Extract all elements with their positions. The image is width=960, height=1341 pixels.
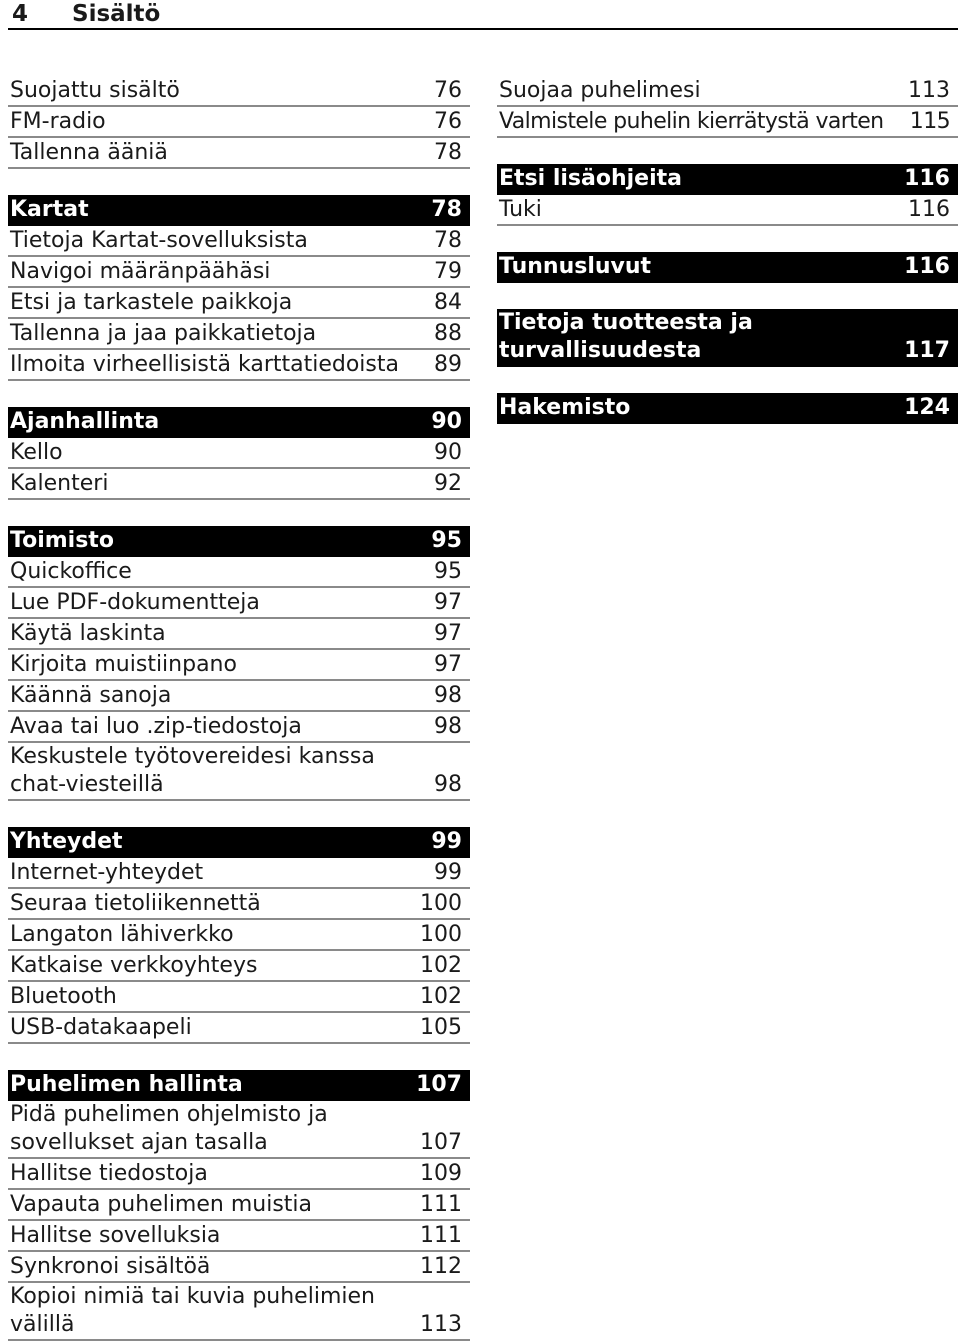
heading-page: 90 bbox=[431, 409, 462, 434]
toc-entry[interactable] bbox=[8, 650, 470, 681]
heading-title: Kartat bbox=[10, 197, 89, 222]
entry-page: 115 bbox=[909, 109, 950, 134]
entry-page: 90 bbox=[434, 440, 462, 465]
section-heading[interactable] bbox=[8, 1070, 470, 1101]
entry-title: Pidä puhelimen ohjelmisto ja sovellukset ajan tasalla bbox=[10, 1102, 328, 1155]
entry-title: Lue PDF-dokumentteja bbox=[10, 590, 260, 615]
toc-section-toimisto bbox=[8, 526, 470, 801]
section-heading[interactable] bbox=[8, 407, 470, 438]
entry-page: 79 bbox=[434, 259, 462, 284]
toc-section-kartat bbox=[8, 195, 470, 381]
section-heading[interactable] bbox=[497, 393, 958, 424]
entry-page: 97 bbox=[434, 621, 462, 646]
toc-entry[interactable] bbox=[8, 1190, 470, 1221]
entry-title: Keskustele työtovereidesi kanssa chat-viesteillä bbox=[10, 744, 375, 797]
toc-entry[interactable] bbox=[8, 76, 470, 107]
toc-entry[interactable] bbox=[8, 588, 470, 619]
toc-entry[interactable] bbox=[8, 1101, 470, 1159]
heading-title: Toimisto bbox=[10, 528, 114, 553]
toc-entry[interactable] bbox=[497, 195, 958, 226]
entry-page: 102 bbox=[420, 984, 462, 1009]
heading-title: Etsi lisäohjeita bbox=[499, 166, 683, 191]
entry-page: 84 bbox=[434, 290, 462, 315]
entry-page: 76 bbox=[434, 78, 462, 103]
toc-entry[interactable] bbox=[8, 107, 470, 138]
page-title: Sisältö bbox=[72, 1, 161, 27]
entry-page: 112 bbox=[420, 1254, 462, 1279]
section-heading[interactable] bbox=[8, 195, 470, 226]
entry-page: 98 bbox=[434, 772, 462, 797]
section-heading[interactable] bbox=[497, 309, 958, 367]
toc-entry[interactable] bbox=[8, 951, 470, 982]
toc-entry[interactable] bbox=[8, 1013, 470, 1044]
entry-title: Langaton lähiverkko bbox=[10, 922, 234, 947]
entry-title: Käännä sanoja bbox=[10, 683, 172, 708]
entry-page: 100 bbox=[420, 891, 462, 916]
toc-section-ajanhallinta bbox=[8, 407, 470, 500]
entry-title: Tallenna ja jaa paikkatietoja bbox=[10, 321, 317, 346]
entry-title: Valmistele puhelin kierrätystä varten bbox=[499, 109, 884, 134]
entry-title: FM-radio bbox=[10, 109, 106, 134]
section-heading[interactable] bbox=[497, 164, 958, 195]
toc-entry[interactable] bbox=[8, 257, 470, 288]
entry-title: USB-datakaapeli bbox=[10, 1015, 192, 1040]
toc-entry[interactable] bbox=[8, 288, 470, 319]
section-heading[interactable] bbox=[8, 827, 470, 858]
toc-entry[interactable] bbox=[8, 1221, 470, 1252]
entry-title: Tallenna ääniä bbox=[10, 140, 168, 165]
toc-entry[interactable] bbox=[497, 107, 958, 138]
page-number: 4 bbox=[12, 1, 29, 27]
toc-entry[interactable] bbox=[8, 138, 470, 169]
toc-entry[interactable] bbox=[8, 743, 470, 801]
entry-title: Kirjoita muistiinpano bbox=[10, 652, 237, 677]
toc-section-yhteydet bbox=[8, 827, 470, 1044]
entry-page: 98 bbox=[434, 714, 462, 739]
entry-title: Synkronoi sisältöä bbox=[10, 1254, 211, 1279]
entry-page: 102 bbox=[420, 953, 462, 978]
entry-page: 116 bbox=[908, 197, 950, 222]
heading-page: 95 bbox=[431, 528, 462, 553]
entry-page: 88 bbox=[434, 321, 462, 346]
heading-title: Tunnusluvut bbox=[499, 254, 652, 279]
entry-title: Internet-yhteydet bbox=[10, 860, 204, 885]
entry-title: Kalenteri bbox=[10, 471, 109, 496]
heading-page: 116 bbox=[904, 254, 950, 279]
entry-title: Katkaise verkkoyhteys bbox=[10, 953, 258, 978]
entry-title: Suojaa puhelimesi bbox=[499, 78, 701, 103]
page-header bbox=[8, 0, 958, 30]
entry-page: 76 bbox=[434, 109, 462, 134]
entry-page: 97 bbox=[434, 590, 462, 615]
heading-page: 78 bbox=[431, 197, 462, 222]
toc-section-tietoja-tuotteesta bbox=[497, 309, 958, 367]
toc-entry[interactable] bbox=[8, 712, 470, 743]
entry-title: Kello bbox=[10, 440, 63, 465]
entry-page: 89 bbox=[434, 352, 462, 377]
toc-entry[interactable] bbox=[8, 469, 470, 500]
entry-page: 107 bbox=[420, 1130, 462, 1155]
toc-left-column bbox=[8, 76, 470, 1341]
toc-entry[interactable] bbox=[8, 319, 470, 350]
section-heading[interactable] bbox=[497, 252, 958, 283]
entry-title: Kopioi nimiä tai kuvia puhelimien välillä bbox=[10, 1284, 375, 1337]
entry-title: Ilmoita virheellisistä karttatiedoista bbox=[10, 352, 399, 377]
toc-section-puhelimen-hallinta bbox=[8, 1070, 470, 1341]
entry-title: Quickoffice bbox=[10, 559, 132, 584]
toc-entry[interactable] bbox=[8, 1283, 470, 1341]
toc-entry[interactable] bbox=[8, 982, 470, 1013]
entry-page: 111 bbox=[420, 1223, 462, 1248]
toc-entry[interactable] bbox=[8, 226, 470, 257]
entry-page: 113 bbox=[908, 78, 950, 103]
entry-title: Hallitse tiedostoja bbox=[10, 1161, 208, 1186]
toc-entry[interactable] bbox=[8, 619, 470, 650]
entry-page: 98 bbox=[434, 683, 462, 708]
entry-title: Tietoja Kartat-sovelluksista bbox=[10, 228, 308, 253]
toc-entry[interactable] bbox=[497, 76, 958, 107]
heading-title: Hakemisto bbox=[499, 395, 631, 420]
entry-page: 113 bbox=[420, 1312, 462, 1337]
heading-page: 116 bbox=[904, 166, 950, 191]
entry-page: 109 bbox=[420, 1161, 462, 1186]
toc-entry[interactable] bbox=[8, 681, 470, 712]
toc-entry[interactable] bbox=[8, 858, 470, 889]
heading-page: 107 bbox=[416, 1072, 462, 1097]
toc-right-column bbox=[497, 76, 958, 424]
toc-section-hakemisto bbox=[497, 393, 958, 424]
entry-title: Avaa tai luo .zip-tiedostoja bbox=[10, 714, 302, 739]
entry-title: Vapauta puhelimen muistia bbox=[10, 1192, 312, 1217]
heading-page: 99 bbox=[431, 829, 462, 854]
toc-entry[interactable] bbox=[8, 557, 470, 588]
toc-entry[interactable] bbox=[8, 350, 470, 381]
entry-title: Bluetooth bbox=[10, 984, 117, 1009]
entry-page: 111 bbox=[420, 1192, 462, 1217]
toc-section-tunnusluvut bbox=[497, 252, 958, 283]
entry-title: Seuraa tietoliikennettä bbox=[10, 891, 261, 916]
entry-title: Käytä laskinta bbox=[10, 621, 166, 646]
heading-title: Tietoja tuotteesta ja turvallisuudesta bbox=[499, 310, 753, 363]
entry-page: 99 bbox=[434, 860, 462, 885]
toc-section-etsi-lisaohjeita bbox=[497, 164, 958, 226]
toc-entry[interactable] bbox=[8, 1159, 470, 1190]
entry-title: Suojattu sisältö bbox=[10, 78, 180, 103]
entry-page: 97 bbox=[434, 652, 462, 677]
toc-entry[interactable] bbox=[8, 920, 470, 951]
entry-title: Tuki bbox=[499, 197, 542, 222]
heading-title: Puhelimen hallinta bbox=[10, 1072, 243, 1097]
toc-entry[interactable] bbox=[8, 438, 470, 469]
heading-title: Ajanhallinta bbox=[10, 409, 160, 434]
entry-title: Etsi ja tarkastele paikkoja bbox=[10, 290, 293, 315]
toc-section bbox=[8, 76, 470, 169]
heading-title: Yhteydet bbox=[10, 829, 123, 854]
entry-page: 100 bbox=[420, 922, 462, 947]
entry-page: 92 bbox=[434, 471, 462, 496]
toc-entry[interactable] bbox=[8, 889, 470, 920]
toc-entry[interactable] bbox=[8, 1252, 470, 1283]
entry-title: Navigoi määränpäähäsi bbox=[10, 259, 271, 284]
entry-page: 105 bbox=[420, 1015, 462, 1040]
section-heading[interactable] bbox=[8, 526, 470, 557]
heading-page: 124 bbox=[904, 395, 950, 420]
entry-page: 78 bbox=[434, 228, 462, 253]
entry-page: 95 bbox=[434, 559, 462, 584]
heading-page: 117 bbox=[904, 338, 950, 363]
toc-section bbox=[497, 76, 958, 138]
entry-page: 78 bbox=[434, 140, 462, 165]
entry-title: Hallitse sovelluksia bbox=[10, 1223, 221, 1248]
